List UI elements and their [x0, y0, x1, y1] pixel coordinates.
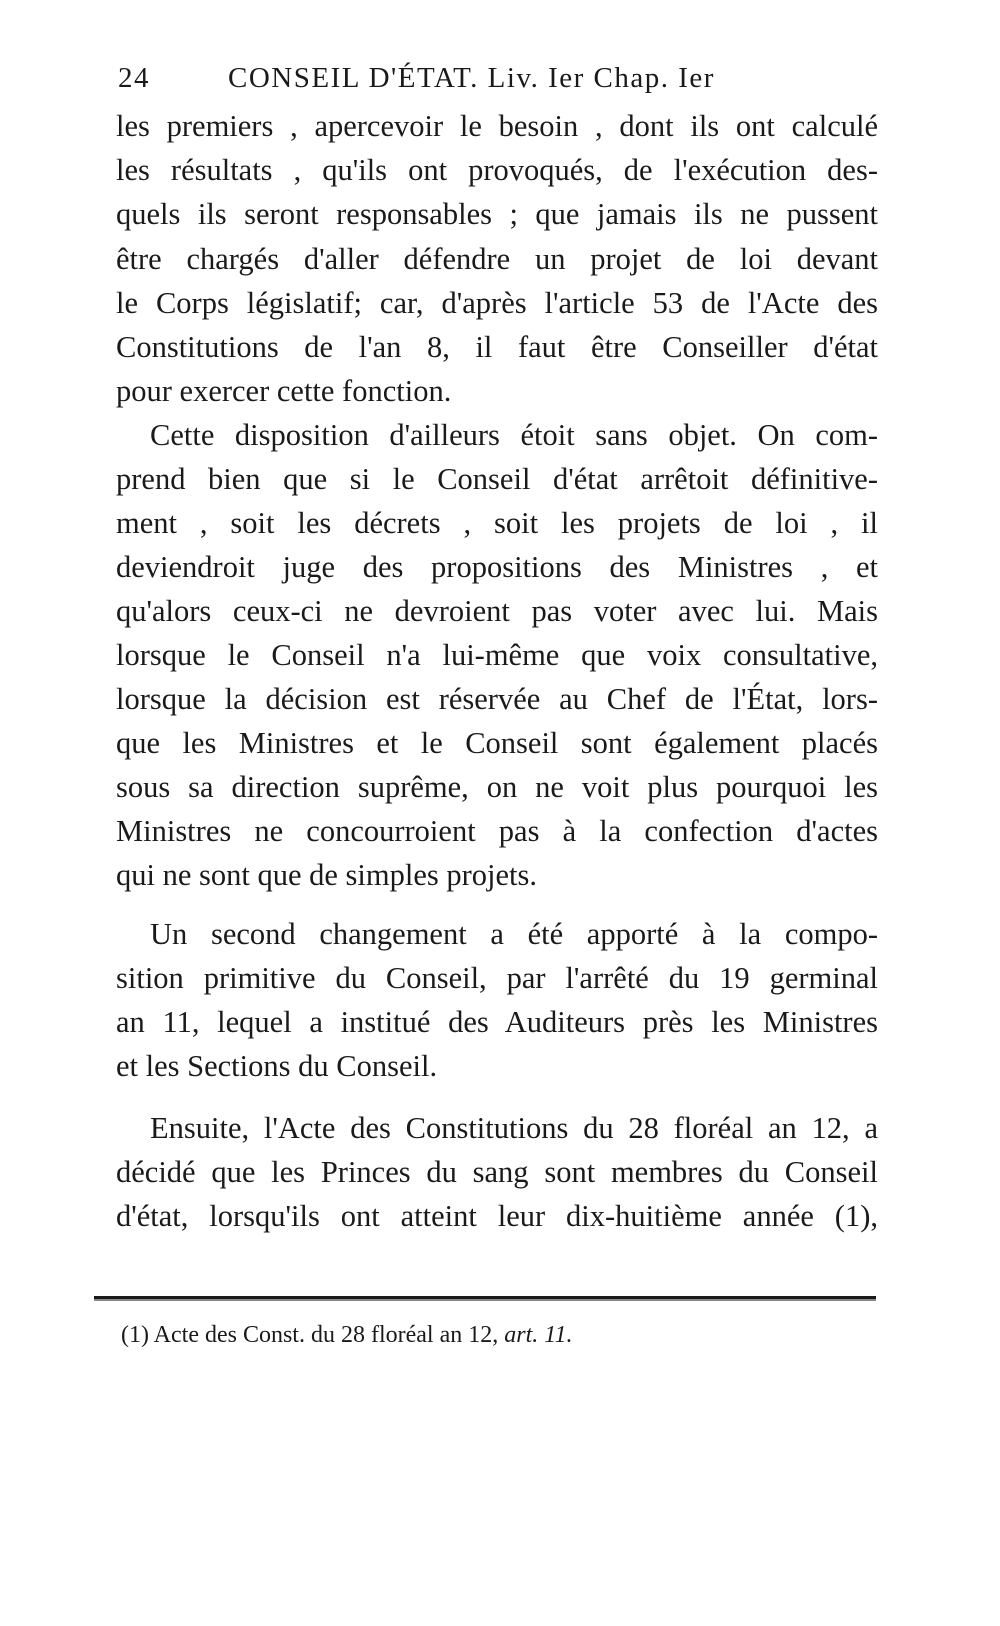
text-line: décidé que les Princes du sang sont membres du Conseil	[116, 1155, 878, 1189]
footnote	[0, 1318, 1000, 1352]
text-line: que les Ministres et le Conseil sont également placés	[116, 726, 878, 760]
text-line: qu'alors ceux-ci ne devroient pas voter avec lui. Mais	[116, 594, 878, 628]
text-line: d'état, lorsqu'ils ont atteint leur dix-huitième année (1),	[116, 1199, 878, 1233]
text-line: qui ne sont que de simples projets.	[116, 858, 538, 892]
text-line: être chargés d'aller défendre un projet de loi devant	[116, 242, 878, 276]
text-line: sition primitive du Conseil, par l'arrêté du 19 germinal	[116, 961, 878, 995]
text-line: lorsque le Conseil n'a lui-même que voix consultative,	[116, 638, 878, 672]
text-line: prend bien que si le Conseil d'état arrêtoit définitive-	[116, 462, 878, 496]
text-line: an 11, lequel a institué des Auditeurs près les Ministres	[116, 1005, 878, 1039]
footnote-ref: art. 11.	[504, 1322, 573, 1348]
text-line: Un second changement a été apporté à la compo-	[150, 917, 878, 951]
text-line: les premiers , apercevoir le besoin , dont ils ont calculé	[116, 109, 878, 143]
text-line: sous sa direction suprême, on ne voit plus pourquoi les	[116, 770, 878, 804]
text-line: le Corps législatif; car, d'après l'article 53 de l'Acte des	[116, 286, 878, 320]
footnote-text: (1) Acte des Const. du 28 floréal an 12,	[121, 1322, 499, 1348]
text-line: Cette disposition d'ailleurs étoit sans objet. On com-	[150, 418, 878, 452]
text-line: Ensuite, l'Acte des Constitutions du 28 floréal an 12, a	[150, 1111, 878, 1145]
footnote-rule	[94, 1296, 876, 1299]
text-line: lorsque la décision est réservée au Chef de l'État, lors-	[116, 682, 878, 716]
running-title: CONSEIL D'ÉTAT. Liv. Ier Chap. Ier	[228, 62, 715, 94]
text-line: Constitutions de l'an 8, il faut être Conseiller d'état	[116, 330, 878, 364]
text-line: pour exercer cette fonction.	[116, 374, 452, 408]
text-line: ment , soit les décrets , soit les projets de loi , il	[116, 506, 878, 540]
text-line: quels ils seront responsables ; que jamais ils ne pussent	[116, 197, 878, 231]
text-line: deviendroit juge des propositions des Ministres , et	[116, 550, 878, 584]
page-header	[118, 62, 878, 102]
text-line: et les Sections du Conseil.	[116, 1049, 438, 1083]
text-line: Ministres ne concourroient pas à la confection d'actes	[116, 814, 878, 848]
text-line: les résultats , qu'ils ont provoqués, de l'exécution des-	[116, 153, 878, 187]
page-number: 24	[118, 62, 150, 94]
